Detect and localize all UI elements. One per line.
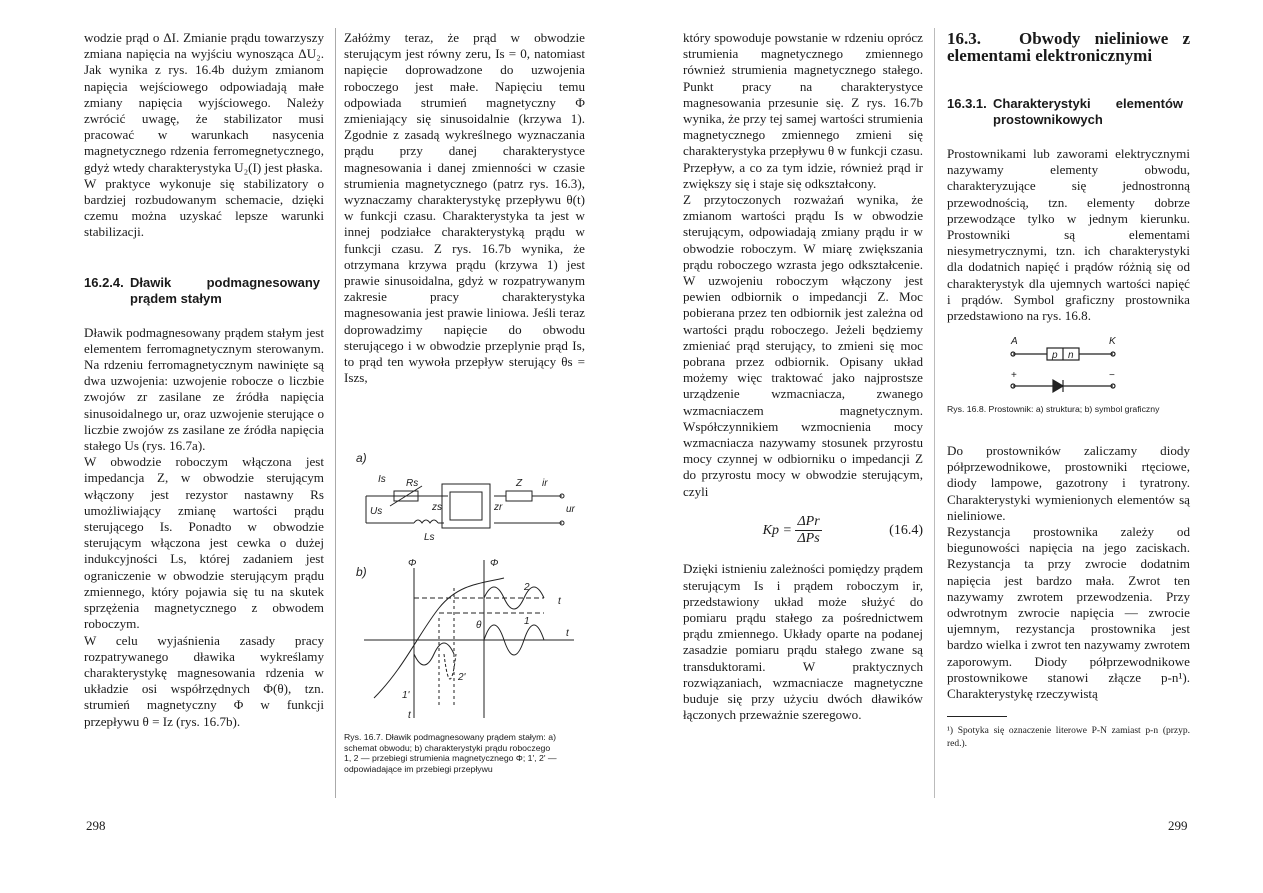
label-a: A (1011, 336, 1018, 348)
equation-number: (16.4) (889, 522, 923, 538)
figure-16-8-drawing (947, 336, 1190, 400)
section-title: Charakterystyki elementów prostownikowych (993, 96, 1183, 127)
page-number-right: 299 (1168, 818, 1188, 833)
fig-b-label: b) (356, 565, 367, 579)
section-heading (947, 96, 1190, 128)
paragraph: Dzięki istnieniu zależności pomiędzy prądem sterującym Is i prądem roboczym ir, przedstawiony układ może służyć do pomiaru prądu stałego za pośrednictwem prądu zmiennego. Układy oparte na podanej zasadzie pomiaru prądu stałego zwane są transduktorami. W praktycznych rozwiązaniach, wzmacniacze magnetyczne buduje się przy użyciu dwóch dławików łączonych przeważnie szeregowo. (683, 561, 923, 723)
label-ls: Ls (424, 532, 435, 543)
label-k: K (1109, 336, 1116, 348)
paragraph: W praktyce wykonuje się stabilizatory o bardziej rozbudowanym schemacie, dzięki czemu można uzyskać lepsze warunki stabilizacji. (84, 175, 324, 240)
paragraph: Z przytoczonych rozważań wynika, że zmianom wartości prądu Is w obwodzie sterującym, odpowiadają zmiany prądu ir w obwodzie roboczym. W miarę zwiększania prądu roboczego wzrasta jego odkształcenie. W uzwojeniu roboczym włączony jest pewien odbiornik o impedancji Z. Moc pobierana przez ten odbiornik jest zależna od wartości prądu roboczego. Jeżeli będziemy zmieniać prąd sterujący, to zmieni się moc pobrana przez odbiornik. Opisany układ możemy więc traktować jako najprostsze urządzenie wzmacniacza, zwanego wzmacniaczem magnetycznym. Współczynnikiem wzmocnienia mocy wzmacniacza nazywamy stosunek przyrostu mocy czynnej w odbiorniku o impedancji Z do przyrostu mocy w obwodzie sterującym, czyli (683, 192, 923, 499)
figure-caption: Rys. 16.7. Dławik podmagnesowany prądem stałym: a) schemat obwodu; b) charakterystyki prądu roboczego (344, 732, 556, 753)
paragraph: Rezystancja prostownika zależy od biegunowości napięcia na jego zaciskach. Rezystancja ta przy zwrocie dodatnim napięcia jest bardzo mała. Zwrot ten nazywamy zwrotem przewodzenia. Przy odwrotnym zwrocie napięcia — zwrocie ujemnym, rezystancja prostownika jest bardzo wielka i zwrot ten nazywamy zwrotem zaporowym. Diody półprzewodnikowe prostownikowe stanowi złącze p-n¹). Charakterystykę rzeczywistą (947, 523, 1190, 701)
label-is: Is (378, 474, 386, 485)
label-curve-2: 2 (524, 582, 530, 593)
label-phi-right: Φ (490, 558, 499, 569)
paragraph: Dławik podmagnesowany prądem stałym jest elementem ferromagnetycznym sterowanym. Na rdzeniu ferromagnetycznym nawinięte są dwa uzwojenia: uzwojenie robocze o liczbie zwojów zr zasilane ze źródła napięcia sinusoidalnego ur, oraz uzwojenie sterujące o liczbie zwojów zs zasilane ze źródła napięcia stałego Us (rys. 16.7a). (84, 324, 324, 454)
chapter-number: 16.3. (947, 29, 981, 48)
figure-caption: Rys. 16.8. Prostownik: a) struktura; b) symbol graficzny (947, 404, 1160, 415)
label-us: Us (370, 506, 383, 517)
figure-16-7 (344, 448, 584, 798)
equation-numerator: ΔPr (795, 514, 821, 531)
label-curve-2p: 2' (458, 672, 466, 683)
paragraph: Załóżmy teraz, że prąd w obwodzie sterującym jest równy zeru, Is = 0, natomiast napięcie doprowadzone do uzwojenia roboczego jest małe. Napięciu temu odpowiada strumień magnetyczny Φ zmieniający się sinusoidalnie (krzywa 1). Zgodnie z zasadą wykreślnego wyznaczania prądu przy danej charakterystyce magnesowania i danej zmienności w czasie strumienia magnetycznego (patrz rys. 16.3), wyznaczamy charakterystykę przepływu θ(t) w funkcji czasu. Charakterystyka ta jest w innej podziałce charakterystyką prądu w funkcji czasu. Z rys. 16.7b wynika, że otrzymana krzywa prądu (krzywa 1) jest prawie sinusoidalna, gdyż w rozpatrywanym zakresie pracy charakterystyka magnesowania jest prawie liniowa. Jeśli teraz doprowadzimy napięcie do obwodu sterującego i w obwodzie przeplynie prąd Is, to prąd ten wywoła przepływ sterujący θs = Iszs, (344, 30, 585, 386)
label-n: n (1068, 350, 1074, 362)
core-outer (442, 484, 490, 528)
right-page-column-3 (683, 30, 923, 723)
paragraph: W obwodzie roboczym włączona jest impedancja Z, w obwodzie sterującym włączony jest rezystor nastawny Rs umożliwiający zmianę wartości prądu sterującego Is. Ponadto w obwodzie sterującym włączona jest cewka o dużej indukcyjności Ls, której zadaniem jest ograniczenie w obwodzie sterującym prądu zmiennego, który pojawia się tu na skutek sprzężenia magnetycznego z obwodem roboczym. (84, 454, 324, 632)
label-phi: Φ (408, 558, 417, 569)
left-page-column-2 (344, 30, 585, 386)
label-t-3: t (408, 710, 411, 721)
section-number: 16.3.1. (947, 96, 987, 111)
label-curve-1: 1 (524, 616, 530, 627)
label-ir: ir (542, 478, 548, 489)
section-number: 16.2.4. (84, 274, 124, 290)
label-rs: Rs (406, 478, 419, 489)
equation-fraction (795, 514, 821, 547)
section-heading (84, 275, 324, 307)
chapter-title: Obwody nieliniowe z elementami elektronicznymi (947, 29, 1190, 65)
label-minus: − (1109, 370, 1115, 382)
paragraph: Prostownikami lub zaworami elektrycznymi nazywamy elementy obwodu, charakteryzujące się jednostronną przewodnością, tzn. elementy dobrze przewodzące tylko w jednym kierunku. Prostowniki są elementami niesymetrycznymi, tzn. ich charakterystyki dla dodatnich napięć i prądów różnią się od charakterystyk dla ujemnych wartości napięć i prądów. Symbol graficzny prostownika przedstawiono na rys. 16.8. (947, 146, 1190, 324)
paragraph: Do prostowników zaliczamy diody półprzewodnikowe, prostowniki rtęciowe, diody lampowe, gazotrony i tyratrony. Charakterystyki wymienionych elementów są nieliniowe. (947, 442, 1190, 523)
label-t-2: t (566, 628, 569, 639)
paragraph: W celu wyjaśnienia zasady pracy rozpatrywanego dławika wykreślamy charakterystykę magnesowania rdzenia w układzie osi współrzędnych Φ(θ), tzn. strumień magnetyczny Φ w funkcji przepływu θ = Iz (rys. 16.7b). (84, 632, 324, 729)
paragraph: wodzie prąd o ΔI. Zmianie prądu towarzyszy zmiana napięcia na wyjściu wynosząca ΔU₂. Jak wynika z rys. 16.4b dużym zmianom napięcia wejściowego odpowiadają małe zmiany napięcia wyjściowego. Należy zwrócić uwagę, że stabilizator musi pracować w warunkach nasycenia magnetycznego rdzenia ferromegnetycznego, gdyż wtedy charakterystyka U₂(I) jest płaska. (84, 30, 324, 175)
label-zr: zr (494, 502, 503, 513)
fig-a-label: a) (356, 451, 367, 465)
label-z: Z (516, 478, 523, 489)
figure-16-7-drawing (344, 448, 584, 723)
left-page-column-1 (84, 30, 324, 730)
label-p: p (1052, 350, 1058, 362)
label-curve-1p: 1' (402, 690, 410, 701)
label-plus: + (1011, 370, 1017, 382)
label-theta: θ (476, 620, 482, 631)
footnote-rule (947, 716, 1007, 717)
flow-curve-1p (414, 643, 454, 665)
equation-lhs: Kp = (762, 522, 792, 538)
label-ur: ur (566, 504, 575, 515)
label-t: t (558, 596, 561, 607)
column-rule-right (934, 28, 935, 798)
label-zs: zs (432, 502, 442, 513)
equation-denominator: ΔPs (797, 531, 820, 547)
diode-symbol (1053, 380, 1063, 392)
impedance-z (506, 491, 532, 501)
footnote: ¹) Spotyka się oznaczenie literowe P-N zamiast p-n (przyp. red.). (947, 726, 1190, 750)
figure-caption-legend: 1, 2 — przebiegi strumienia magnetycznego Φ; 1', 2' — odpowiadające im przebiegi przepływu (344, 753, 557, 774)
core-inner (450, 492, 482, 520)
figure-16-8 (947, 336, 1190, 415)
section-title: Dławik podmagnesowany prądem stałym (130, 274, 320, 306)
column-rule-left (335, 28, 336, 798)
page-number-left: 298 (86, 818, 106, 833)
paragraph: który spowoduje powstanie w rdzeniu oprócz strumienia magnetycznego zmiennego również strumienia magnetycznego stałego. Punkt pracy na charakterystyce magnesowania przesunie się. Z rys. 16.7b wynika, że przy tej samej wartości strumienia magnetycznego zmiennego zmieni się charakterystyka przepływu θ w funkcji czasu. Przepływ, a co za tym idzie, również prąd ir zwiększy się i staje się odkształcony. (683, 30, 923, 191)
equation-16-4 (683, 514, 923, 547)
right-page-column-4 (947, 30, 1190, 751)
chapter-heading (947, 30, 1190, 64)
inductor-ls (414, 520, 438, 523)
